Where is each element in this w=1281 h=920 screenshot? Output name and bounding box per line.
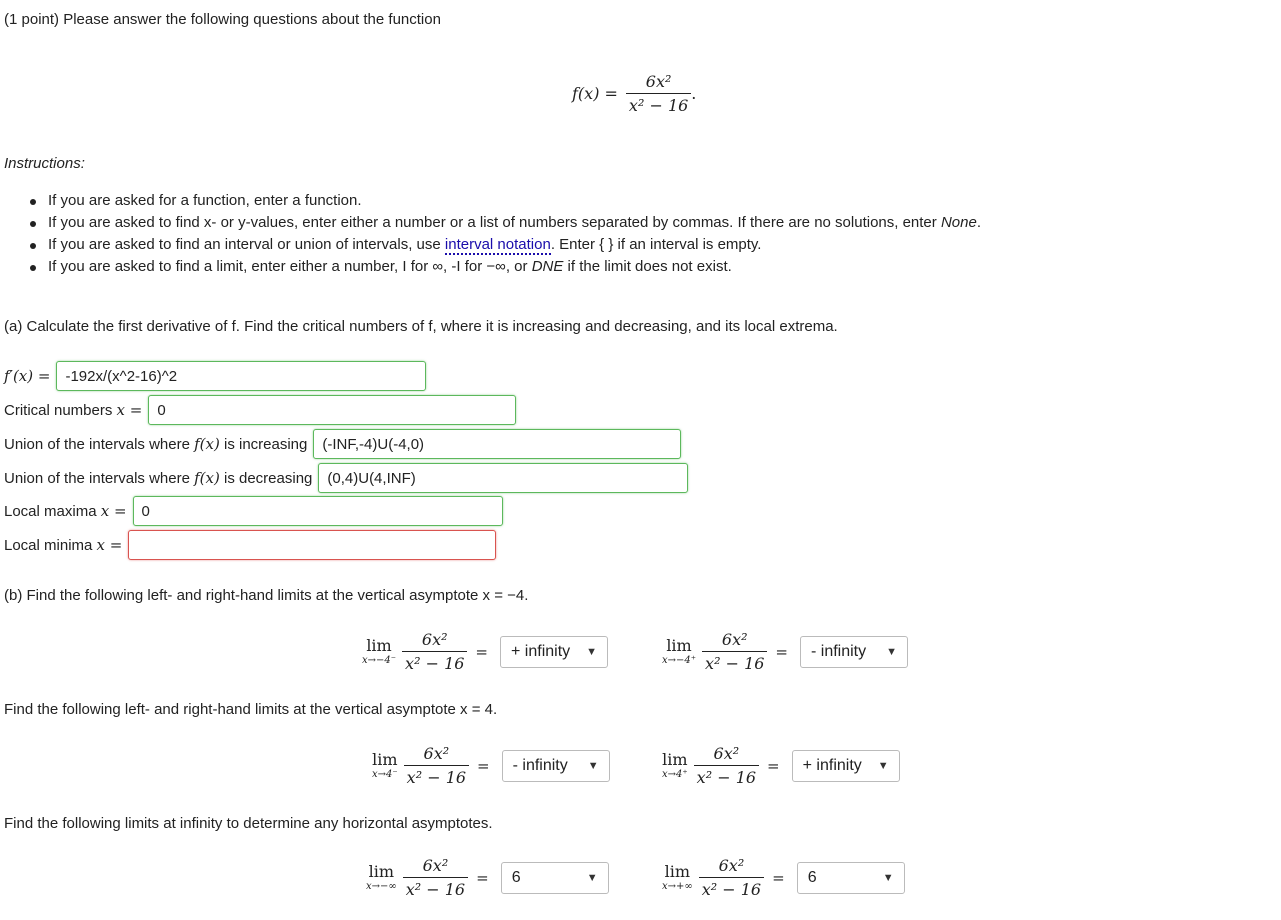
select-neg4-left[interactable]: + infinity ▼ bbox=[500, 636, 608, 668]
limit-4-left: lim x→4⁻ $\frac{\text{6x²}}{\text{x² − 16}}$ = - infinity ▼ bbox=[372, 744, 610, 787]
limit-4-right: lim x→4⁺ $\frac{\text{6x²}}{\text{x² − 16}}$ = + infinity ▼ bbox=[662, 744, 900, 787]
minima-row bbox=[4, 529, 496, 561]
minima-input[interactable] bbox=[128, 530, 496, 560]
critical-label: Critical numbers x = bbox=[4, 401, 143, 419]
select-pos-inf[interactable]: 6 ▼ bbox=[797, 862, 905, 894]
function-numerator: 6x² bbox=[645, 71, 672, 91]
increasing-label: Union of the intervals where f(x) is increasing bbox=[4, 435, 308, 453]
critical-row bbox=[4, 394, 516, 426]
increasing-input[interactable]: (-INF,-4)U(-4,0) bbox=[313, 429, 681, 459]
limit-neg4-right: lim x→−4⁺ $\frac{\text{6x²}}{\text{x² − 16}}$ = - infinity ▼ bbox=[662, 630, 908, 673]
function-denominator: x² − 16 bbox=[626, 93, 691, 115]
part-b-prompt: (b) Find the following left- and right-hand limits at the vertical asymptote x = −4. bbox=[4, 587, 529, 604]
function-lhs: f(x) = bbox=[572, 83, 618, 103]
instruction-item: If you are asked to find a limit, enter either a number, I for ∞, -I for −∞, or DNE if the limit does not exist. bbox=[48, 258, 1248, 280]
maxima-row bbox=[4, 495, 503, 527]
instruction-item: If you are asked to find x- or y-values, enter either a number or a list of numbers separated by commas. If there are no solutions, enter None. bbox=[48, 214, 1248, 236]
limit-pos-inf: lim x→+∞ $\frac{\text{6x²}}{\text{x² − 16}}$ = 6 ▼ bbox=[662, 856, 905, 899]
dropdown-caret-icon: ▼ bbox=[886, 645, 897, 658]
select-neg4-right[interactable]: - infinity ▼ bbox=[800, 636, 908, 668]
select-4-right[interactable]: + infinity ▼ bbox=[792, 750, 900, 782]
function-period: . bbox=[691, 83, 697, 103]
dropdown-caret-icon: ▼ bbox=[587, 759, 599, 772]
limit-neg4-left: lim x→−4⁻ $\frac{\text{6x²}}{\text{x² − 16}}$ = + infinity ▼ bbox=[362, 630, 608, 673]
part-a-prompt: (a) Calculate the first derivative of f. Find the critical numbers of f, where it is increasing and decreasing, and its local extrema. bbox=[4, 318, 838, 335]
minima-label: Local minima x = bbox=[4, 536, 123, 554]
limit-neg-inf: lim x→−∞ $\frac{\text{6x²}}{\text{x² − 16}}$ = 6 ▼ bbox=[366, 856, 609, 899]
dropdown-caret-icon: ▼ bbox=[586, 871, 598, 884]
instruction-item: If you are asked for a function, enter a function. bbox=[48, 192, 1248, 214]
instructions-label: Instructions: bbox=[4, 155, 85, 172]
dropdown-caret-icon: ▼ bbox=[586, 645, 597, 658]
derivative-row bbox=[4, 360, 426, 392]
decreasing-input[interactable]: (0,4)U(4,INF) bbox=[318, 463, 688, 493]
function-display bbox=[572, 68, 696, 118]
horizontal-asymptote-prompt: Find the following limits at infinity to determine any horizontal asymptotes. bbox=[4, 815, 493, 832]
dropdown-caret-icon: ▼ bbox=[877, 759, 889, 772]
vertical-asymptote-4-prompt: Find the following left- and right-hand limits at the vertical asymptote x = 4. bbox=[4, 701, 498, 718]
decreasing-label: Union of the intervals where f(x) is decreasing bbox=[4, 469, 313, 487]
maxima-input[interactable]: 0 bbox=[133, 496, 503, 526]
derivative-input[interactable]: -192x/(x^2-16)^2 bbox=[56, 361, 426, 391]
dropdown-caret-icon: ▼ bbox=[882, 871, 894, 884]
decreasing-row bbox=[4, 462, 688, 494]
problem-header: (1 point) Please answer the following questions about the function bbox=[4, 11, 441, 28]
select-neg-inf[interactable]: 6 ▼ bbox=[501, 862, 609, 894]
select-4-left[interactable]: - infinity ▼ bbox=[502, 750, 610, 782]
function-fraction bbox=[626, 72, 691, 115]
instruction-item: If you are asked to find an interval or union of intervals, use interval notation. Enter { } if an interval is empty. bbox=[48, 236, 1248, 258]
critical-input[interactable]: 0 bbox=[148, 395, 516, 425]
instructions-list bbox=[48, 192, 1248, 280]
increasing-row bbox=[4, 428, 681, 460]
maxima-label: Local maxima x = bbox=[4, 502, 127, 520]
derivative-label: f′(x) = bbox=[4, 367, 51, 385]
interval-notation-link[interactable]: interval notation bbox=[444, 236, 551, 253]
